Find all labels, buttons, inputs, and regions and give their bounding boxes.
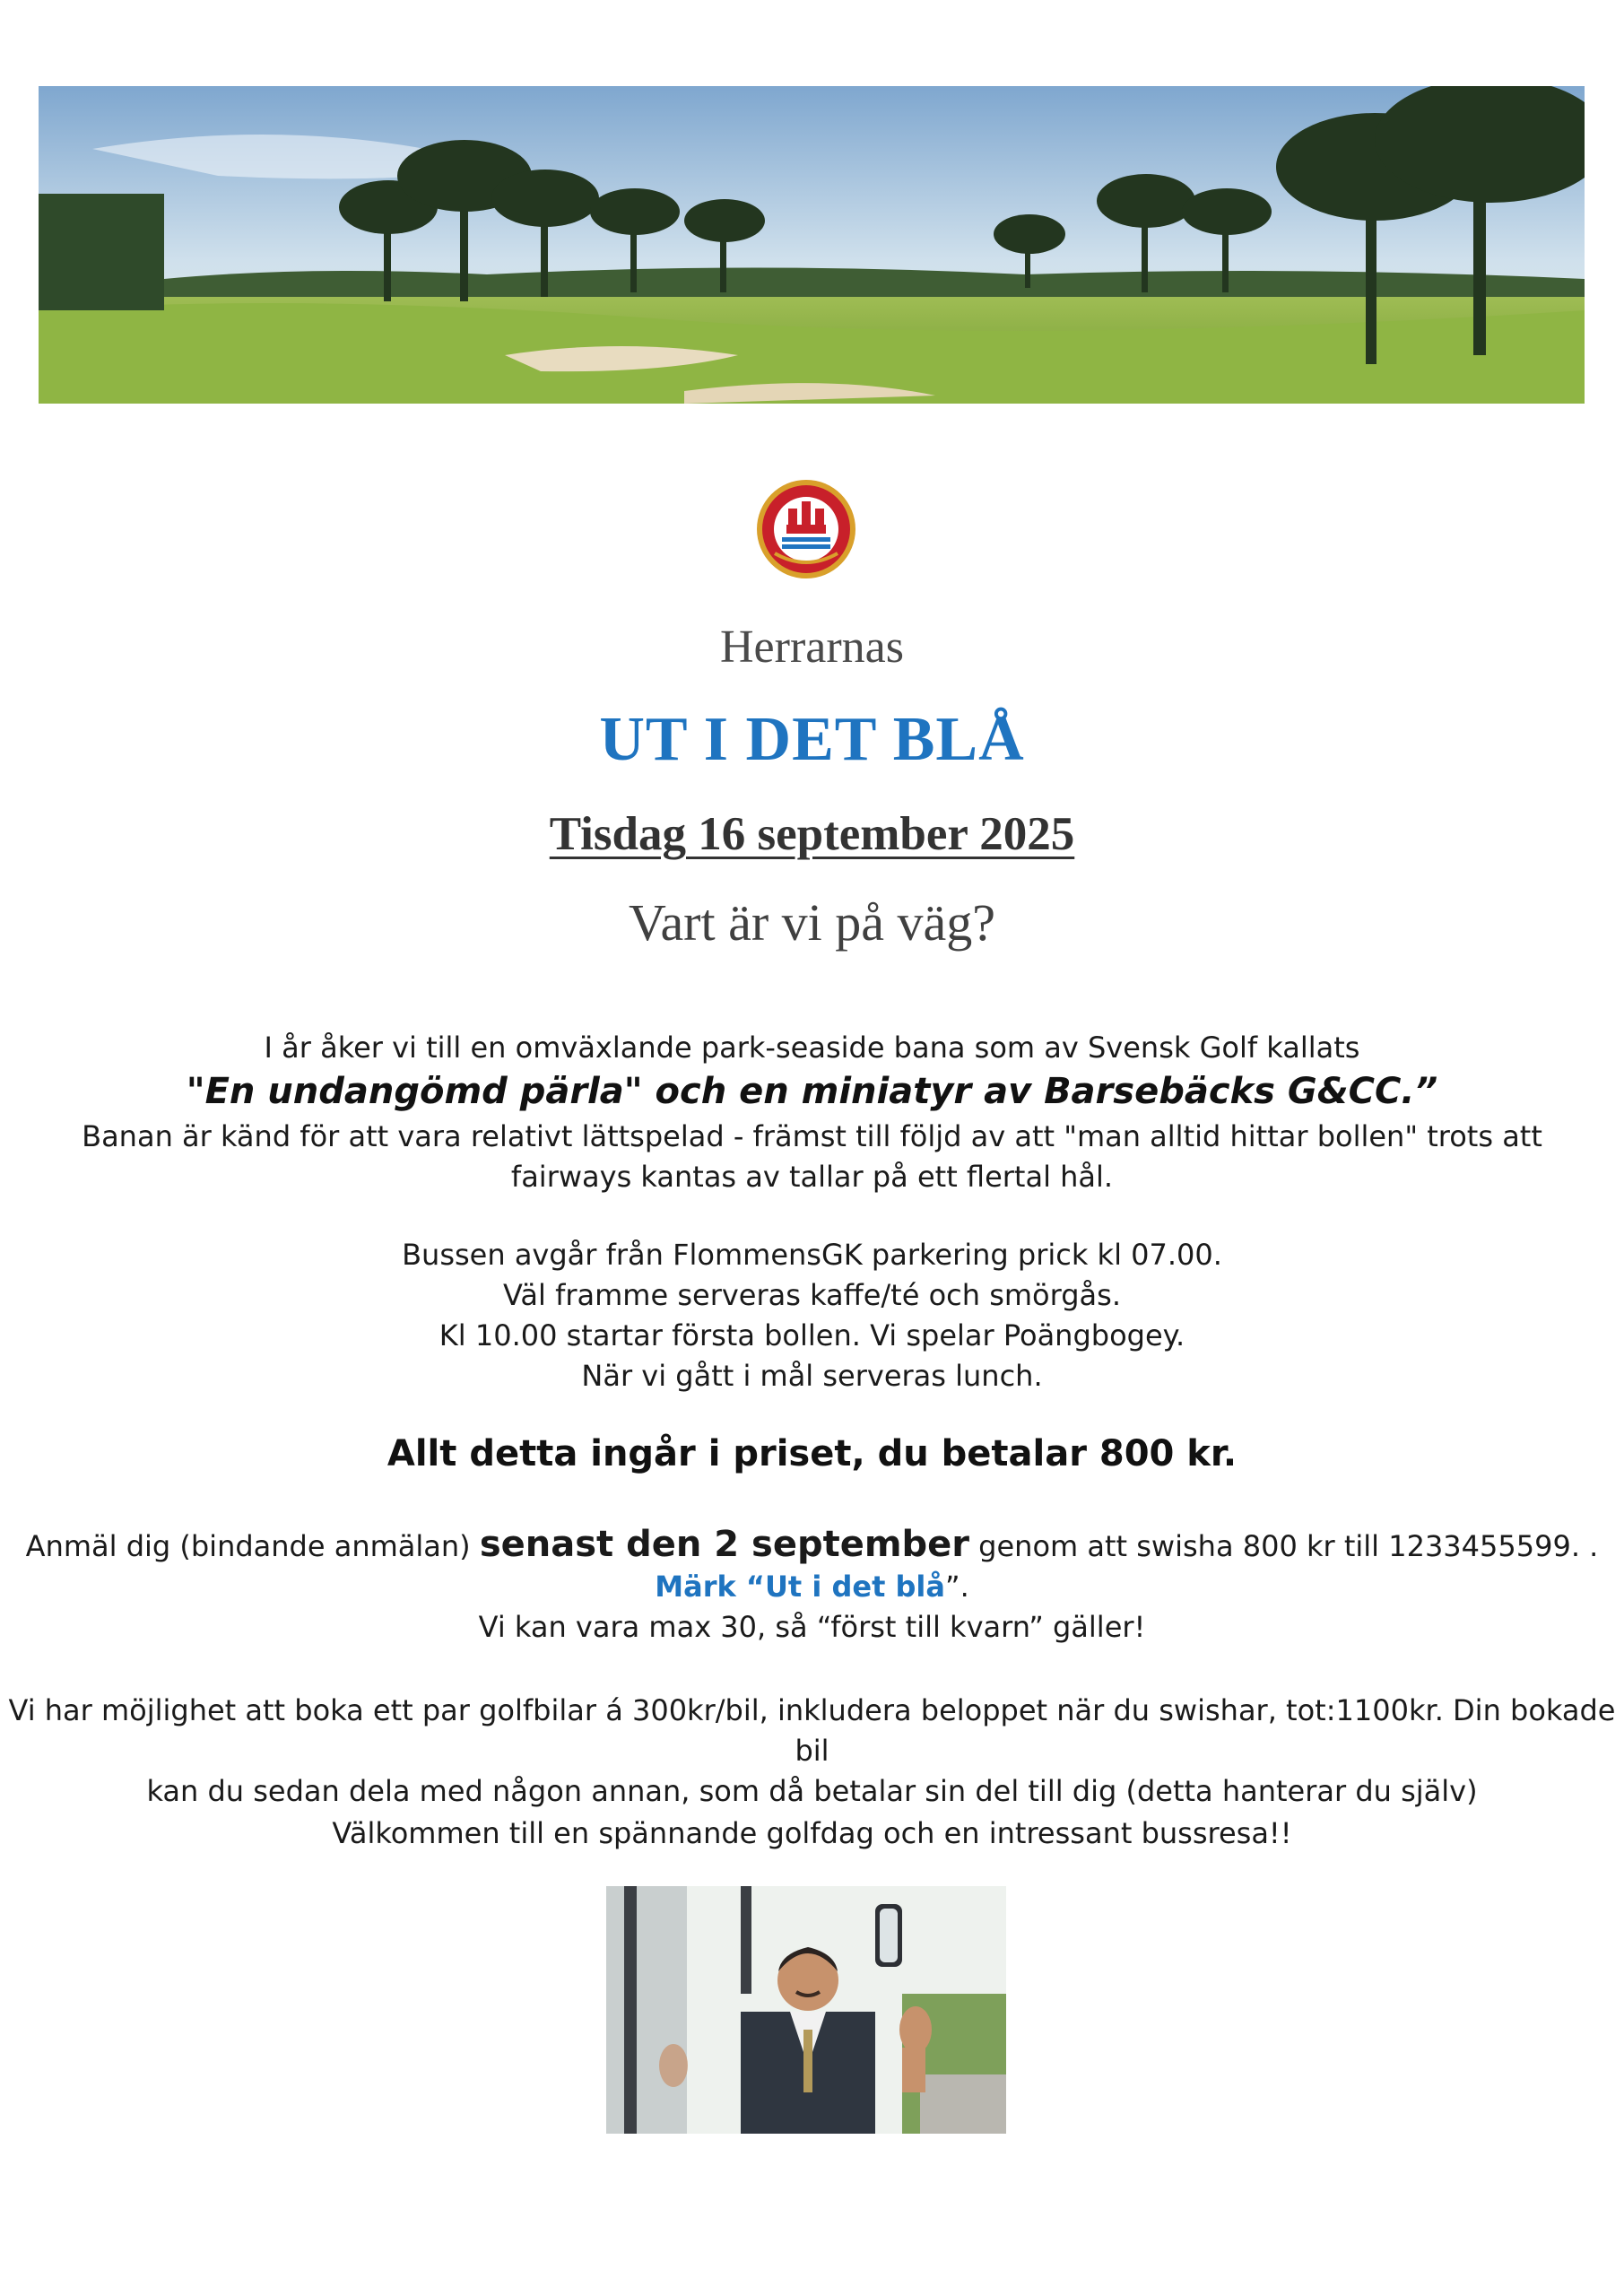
schedule-block — [0, 1235, 1624, 1396]
signup-block — [0, 1525, 1624, 1648]
signup-suffix: genom att swisha 800 kr till 1233455599. . — [969, 1529, 1599, 1563]
mark-label: Märk “Ut i det blå — [655, 1570, 945, 1604]
bus-driver-photo — [606, 1886, 1006, 2134]
event-date — [0, 807, 1624, 861]
capacity-line: Vi kan vara max 30, så “först till kvarn” gäller! — [478, 1610, 1146, 1644]
intro-quote: "En undangömd pärla" och en miniatyr av Barsebäcks G&CC.” — [186, 1071, 1438, 1112]
event-subtitle: Herrarnas — [720, 622, 904, 673]
event-question: Vart är vi på väg? — [628, 893, 996, 952]
intro-line-2: Banan är känd för att vara relativt lättspelad - främst till följd av att "man alltid hittar bollen" trots att — [82, 1119, 1542, 1153]
mark-line — [0, 1567, 1624, 1607]
event-date-text: Tisdag 16 september 2025 — [549, 808, 1075, 860]
club-crest-logo — [755, 478, 857, 580]
carts-line-2: kan du sedan dela med någon annan, som då betalar sin del till dig (detta hanterar du själv) — [146, 1774, 1478, 1808]
golf-carts-block — [0, 1691, 1624, 1812]
price-statement: Allt detta ingår i priset, du betalar 800 kr. — [386, 1433, 1238, 1474]
schedule-line: Kl 10.00 startar första bollen. Vi spelar Poängbogey. — [439, 1318, 1185, 1352]
mark-end: ”. — [944, 1570, 969, 1604]
signup-line — [0, 1525, 1624, 1567]
golf-course-banner-image — [39, 86, 1585, 404]
intro-description — [0, 1117, 1624, 1197]
signup-prefix: Anmäl dig (bindande anmälan) — [25, 1529, 480, 1563]
intro-line-1: I år åker vi till en omväxlande park-seaside bana som av Svensk Golf kallats — [264, 1031, 1360, 1065]
schedule-line: När vi gått i mål serveras lunch. — [581, 1359, 1043, 1393]
signup-deadline: senast den 2 september — [479, 1524, 969, 1565]
event-title: UT I DET BLÅ — [599, 705, 1025, 774]
schedule-line: Bussen avgår från FlommensGK parkering prick kl 07.00. — [402, 1238, 1222, 1272]
carts-line-1: Vi har möjlighet att boka ett par golfbilar á 300kr/bil, inkludera beloppet när du swishar, tot:1100kr. Din bokade bil — [8, 1693, 1616, 1768]
schedule-line: Väl framme serveras kaffe/té och smörgås. — [503, 1278, 1121, 1312]
closing-line: Välkommen till en spännande golfdag och en intressant bussresa!! — [332, 1816, 1292, 1850]
intro-line-3: fairways kantas av tallar på ett flertal hål. — [510, 1160, 1114, 1194]
